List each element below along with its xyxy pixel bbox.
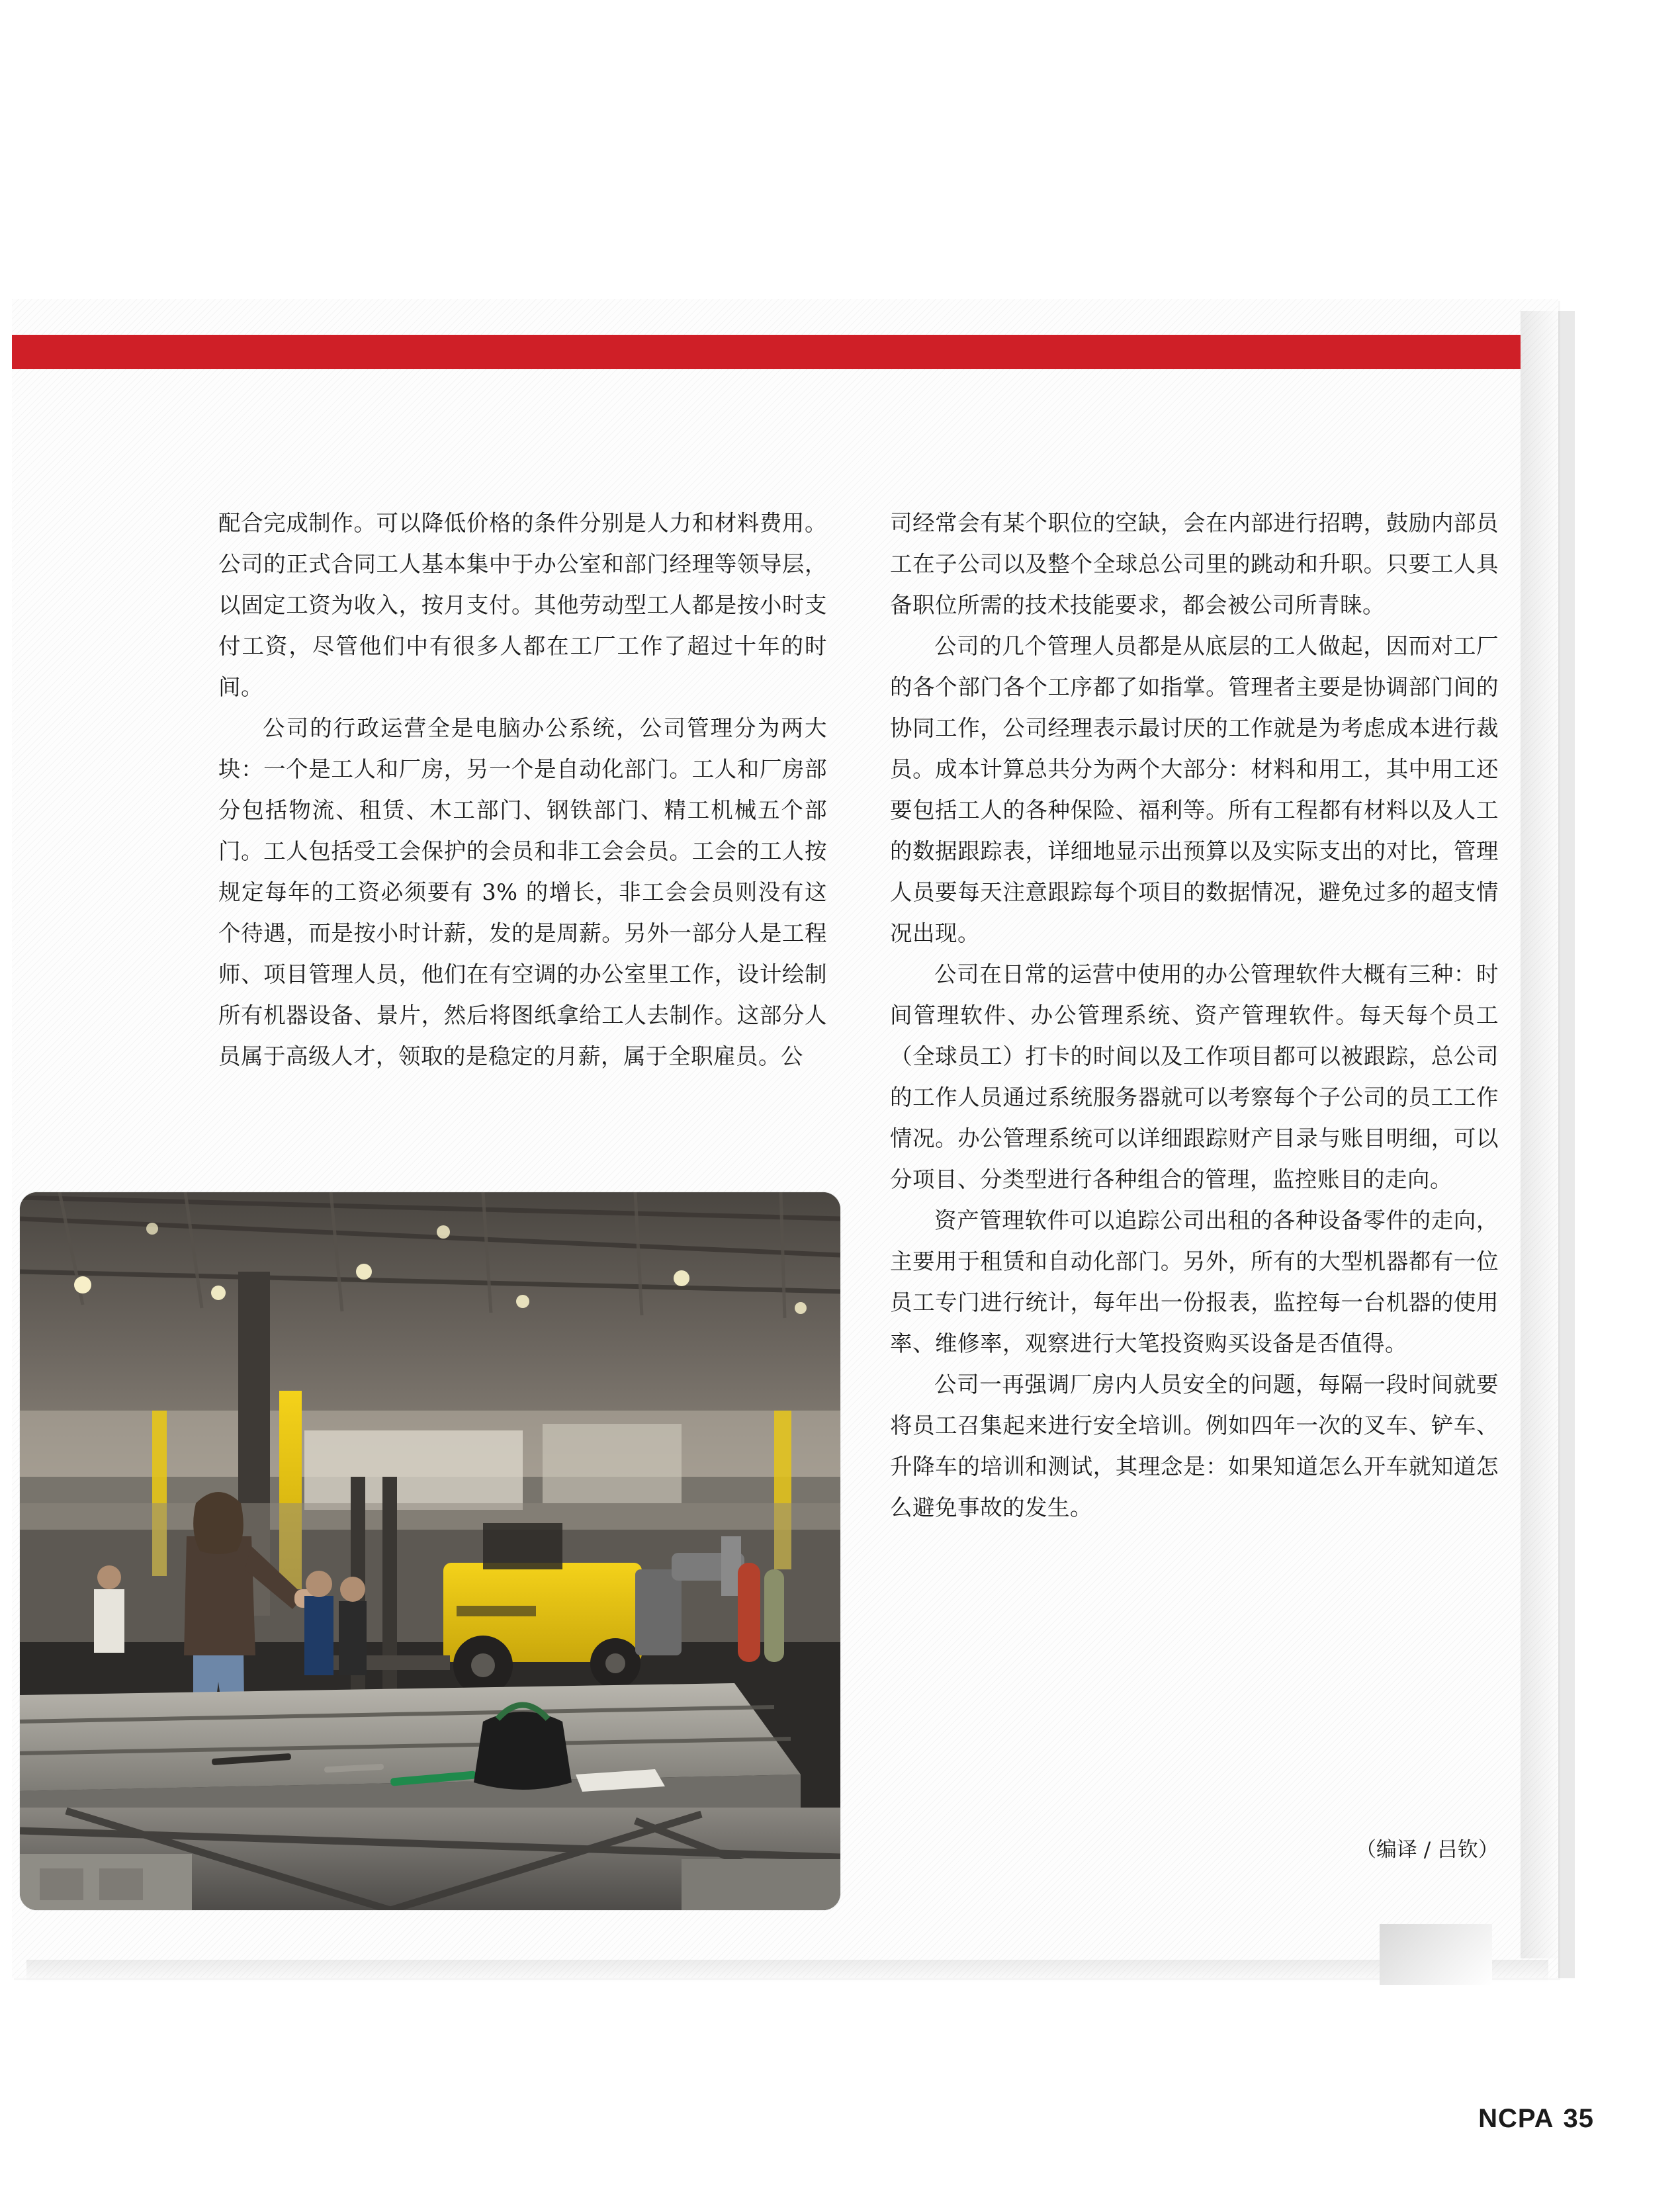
page-bottom-shadow xyxy=(26,1960,1548,1982)
paragraph: 公司的行政运营全是电脑办公系统，公司管理分为两大块：一个是工人和厂房，另一个是自动化部门。工人和厂房部分包括物流、租赁、木工部门、钢铁部门、精工机械五个部门。工人包括受工会保护的会员和非工会会员。工会的工人按规定每年的工资必须要有 3% 的增长，非工会会员则没有这个待遇，而是按小时计薪，发的是周薪。另外一部分人是工程师、项目管理人员，他们在有空调的办公室里工作，设计绘制所有机器设备、景片，然后将图纸拿给工人去制作。这部分人员属于高级人才，领取的是稳定的月薪，属于全职雇员。公 xyxy=(218,715,827,1069)
factory-photo-illustration xyxy=(20,1192,840,1910)
page-number: 35 xyxy=(1563,2104,1594,2133)
paragraph: 公司一再强调厂房内人员安全的问题，每隔一段时间就要将员工召集起来进行安全培训。例如四年一次的叉车、铲车、升降车的培训和测试，其理念是：如果知道怎么开车就知道怎么避免事故的发生。 xyxy=(890,1372,1499,1520)
header-accent-bar xyxy=(12,335,1521,369)
paragraph: 配合完成制作。可以降低价格的条件分别是人力和材料费用。公司的正式合同工人基本集中于办公室和部门经理等领导层，以固定工资为收入，按月支付。其他劳动型工人都是按小时支付工资，尽管他们中有很多人都在工厂工作了超过十年的时间。 xyxy=(218,510,827,700)
factory-floor-photo xyxy=(20,1192,840,1910)
paragraph: 公司在日常的运营中使用的办公管理软件大概有三种：时间管理软件、办公管理系统、资产管理软件。每天每个员工（全球员工）打卡的时间以及工作项目都可以被跟踪，总公司的工作人员通过系统服务器就可以考察每个子公司的员工工作情况。办公管理系统可以详细跟踪财产目录与账目明细，可以分项目、分类型进行各种组合的管理，监控账目的走向。 xyxy=(890,961,1499,1192)
paragraph: 司经常会有某个职位的空缺，会在内部进行招聘，鼓励内部员工在子公司以及整个全球总公司里的跳动和升职。只要工人具备职位所需的技术技能要求，都会被公司所青睐。 xyxy=(890,510,1499,618)
paragraph: 资产管理软件可以追踪公司出租的各种设备零件的走向，主要用于租赁和自动化部门。另外，所有的大型机器都有一位员工专门进行统计，每年出一份报表，监控每一台机器的使用率、维修率，观察进行大笔投资购买设备是否值得。 xyxy=(890,1207,1499,1356)
translator-credit: （编译 / 吕钦） xyxy=(1355,1838,1499,1862)
paragraph: 公司的几个管理人员都是从底层的工人做起，因而对工厂的各个部门各个工序都了如指掌。管理者主要是协调部门间的协同工作，公司经理表示最讨厌的工作就是为考虑成本进行裁员。成本计算总共分为两个大部分：材料和用工，其中用工还要包括工人的各种保险、福利等。所有工程都有材料以及人工的数据跟踪表，详细地显示出预算以及实际支出的对比，管理人员要每天注意跟踪每个项目的数据情况，避免过多的超支情况出现。 xyxy=(890,633,1499,946)
page-corner-fold xyxy=(1380,1924,1492,1985)
body-column-right xyxy=(890,503,1499,1528)
publication-name: NCPA xyxy=(1478,2104,1554,2133)
page-footer xyxy=(1478,2104,1594,2134)
body-column-left xyxy=(218,503,827,1077)
page-right-shadow xyxy=(1521,311,1560,1958)
